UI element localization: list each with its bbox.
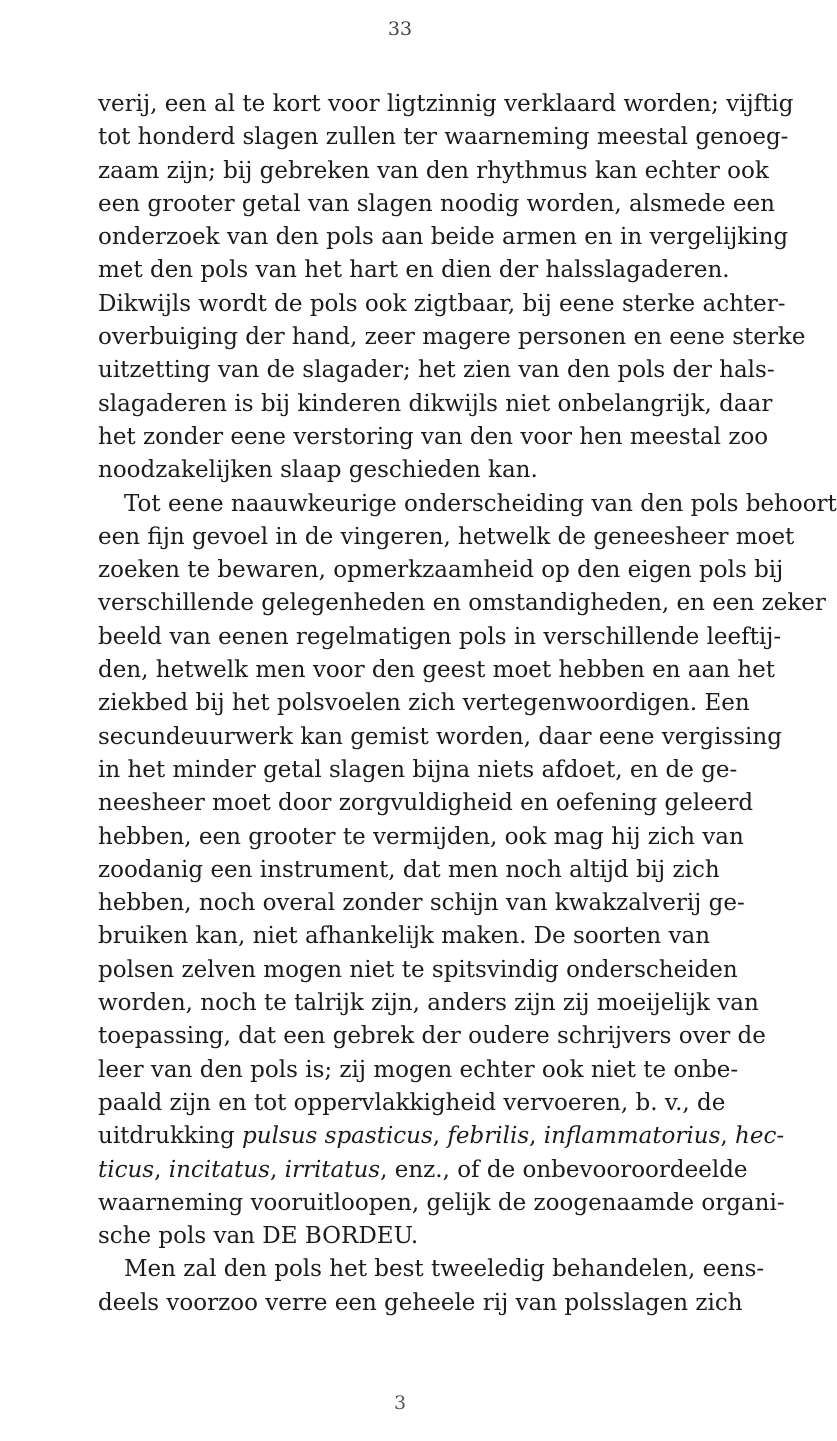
text-line: secundeuurwerk kan gemist worden, daar eene vergissing: [98, 723, 782, 750]
text-line: ziekbed bij het polsvoelen zich vertegenwoordigen. Een: [98, 690, 750, 717]
text-line: paald zijn en tot oppervlakkigheid vervoeren, b. v., de: [98, 1089, 726, 1116]
latin-term: ticus: [98, 1156, 155, 1183]
latin-term: incitatus: [168, 1156, 270, 1183]
text-line: bruiken kan, niet afhankelijk maken. De soorten van: [98, 923, 711, 950]
text-line: hebben, noch overal zonder schijn van kwakzalverij ge-: [98, 890, 745, 917]
text-line: beeld van eenen regelmatigen pols in verschillende leeftij-: [98, 623, 782, 650]
text-line: in het minder getal slagen bijna niets afdoet, en de ge-: [98, 756, 738, 783]
text-line: een fijn gevoel in de vingeren, hetwelk de geneesheer moet: [98, 523, 795, 550]
latin-term: irritatus: [284, 1156, 381, 1183]
latin-term: hec-: [735, 1123, 785, 1150]
text-line: neesheer moet door zorgvuldigheid en oefening geleerd: [98, 790, 754, 817]
latin-term: pulsus spasticus: [242, 1123, 433, 1150]
text-line: Tot eene naauwkeurige onderscheiding van den pols behoort: [124, 490, 837, 517]
text-line: onderzoek van den pols aan beide armen en in vergelijking: [98, 224, 789, 251]
text-segment: ,: [269, 1156, 285, 1183]
text-segment: ,: [154, 1156, 169, 1183]
text-line: zoeken te bewaren, opmerkzaamheid op den eigen pols bij: [98, 557, 784, 584]
text-line: den, hetwelk men voor den geest moet hebben en aan het: [98, 657, 776, 684]
text-line: slagaderen is bij kinderen dikwijls niet onbelangrijk, daar: [98, 390, 773, 417]
text-line: uitzetting van de slagader; het zien van den pols der hals-: [98, 357, 775, 384]
text-line: zaam zijn; bij gebreken van den rhythmus kan echter ook: [98, 157, 769, 184]
text-line: Men zal den pols het best tweeledig behandelen, eens-: [124, 1256, 765, 1283]
text-line: verij, een al te kort voor ligtzinnig verklaard worden; vijftig: [98, 91, 794, 117]
text-line: sche pols van DE BORDEU.: [98, 1223, 419, 1250]
body-text: [98, 88, 837, 1320]
text-segment: ,: [529, 1123, 544, 1150]
text-line: een grooter getal van slagen noodig worden, alsmede een: [98, 190, 775, 217]
text-segment: uitdrukking: [98, 1123, 243, 1150]
signature-mark: 3: [393, 1392, 407, 1414]
text-line: tot honderd slagen zullen ter waarneming meestal genoeg-: [98, 124, 789, 151]
text-line: waarneming vooruitloopen, gelijk de zoogenaamde organi-: [98, 1189, 785, 1216]
text-line-italic-terms: [98, 1120, 785, 1153]
text-line-italic-terms: [98, 1154, 748, 1187]
text-line: deels voorzoo verre een geheele rij van polsslagen zich: [98, 1289, 743, 1316]
text-line: het zonder eene verstoring van den voor hen meestal zoo: [98, 423, 769, 450]
latin-term: inflammatorius: [543, 1123, 721, 1150]
text-line: worden, noch te talrijk zijn, anders zijn zij moeijelijk van: [98, 990, 759, 1017]
text-line: Dikwijls wordt de pols ook zigtbaar, bij eene sterke achter-: [98, 290, 786, 317]
text-segment: ,: [720, 1123, 736, 1150]
text-line: noodzakelijken slaap geschieden kan.: [98, 457, 538, 484]
text-line: verschillende gelegenheden en omstandigheden, en een zeker: [98, 590, 826, 617]
page-number: 33: [387, 18, 413, 40]
text-line: overbuiging der hand, zeer magere personen en eene sterke: [98, 324, 806, 351]
text-line: met den pols van het hart en dien der halsslagaderen.: [98, 257, 730, 284]
text-line: zoodanig een instrument, dat men noch altijd bij zich: [98, 856, 720, 883]
text-line: toepassing, dat een gebrek der oudere schrijvers over de: [98, 1023, 766, 1050]
text-line: hebben, een grooter te vermijden, ook mag hij zich van: [98, 823, 744, 850]
text-segment: ,: [432, 1123, 448, 1150]
text-line: leer van den pols is; zij mogen echter ook niet te onbe-: [98, 1056, 739, 1083]
latin-term: febrilis: [447, 1123, 530, 1150]
text-line: polsen zelven mogen niet te spitsvindig onderscheiden: [98, 956, 738, 983]
text-segment: , enz., of de onbevooroordeelde: [380, 1156, 748, 1183]
